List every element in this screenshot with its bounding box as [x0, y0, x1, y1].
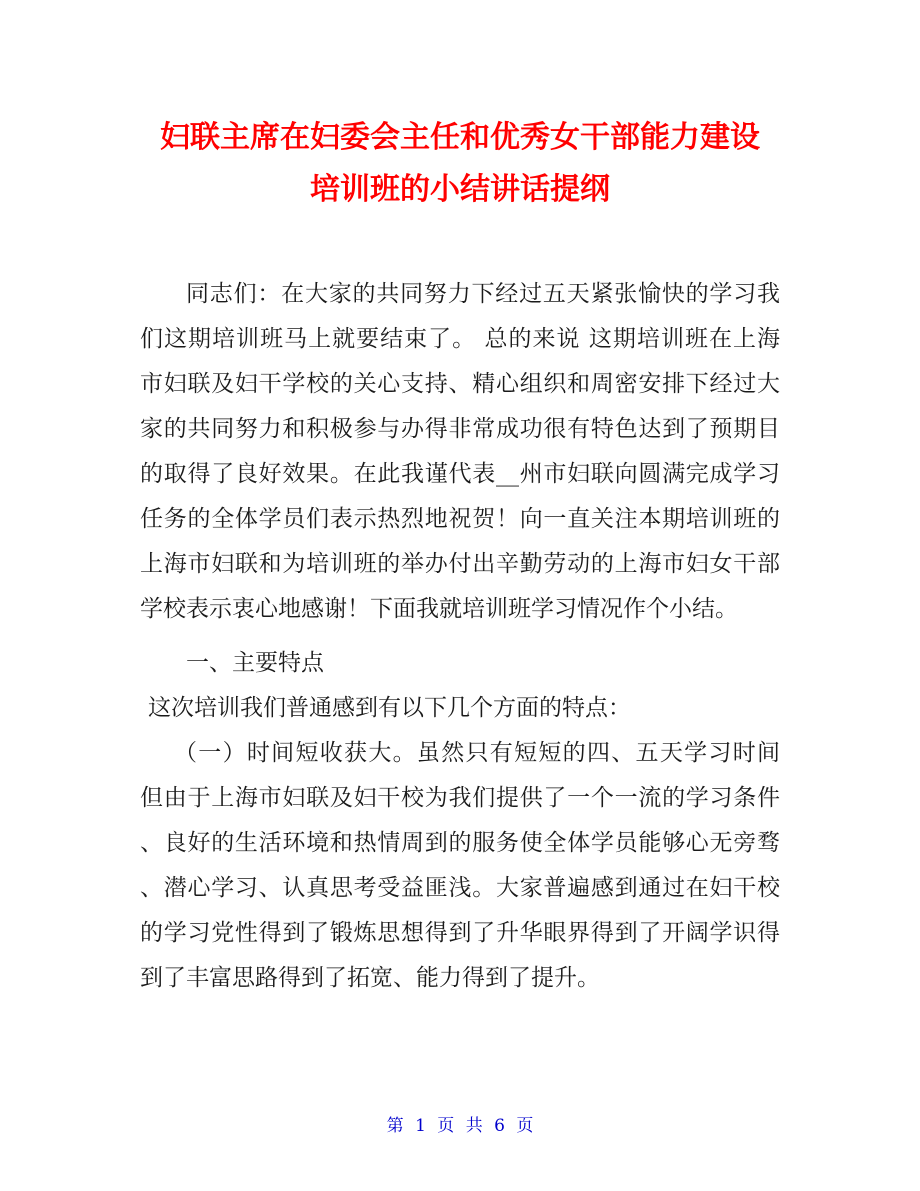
body-line: 上海市妇联和为培训班的举办付出辛勤劳动的上海市妇女干部	[140, 551, 780, 577]
body-line: 的学习党性得到了锻炼思想得到了升华眼界得到了开阔学识得	[140, 920, 780, 946]
section-heading: 一、主要特点	[186, 650, 324, 676]
body-line: 市妇联及妇干学校的关心支持、精心组织和周密安排下经过大	[140, 371, 780, 397]
body-line: （一）时间短收获大。虽然只有短短的四、五天学习时间	[174, 740, 780, 766]
body-line: 但由于上海市妇联及妇干校为我们提供了一个一流的学习条件	[140, 785, 780, 811]
body-line: 的取得了良好效果。在此我谨代表__州市妇联向圆满完成学习	[140, 461, 780, 487]
body-line: 任务的全体学员们表示热烈地祝贺！向一直关注本期培训班的	[140, 506, 780, 532]
body-line: 、潜心学习、认真思考受益匪浅。大家普遍感到通过在妇干校	[140, 875, 780, 901]
document-title-line-2: 培训班的小结讲话提纲	[310, 172, 610, 207]
body-line: 、良好的生活环境和热情周到的服务使全体学员能够心无旁骛	[140, 830, 780, 856]
body-line: 们这期培训班马上就要结束了。 总的来说 这期培训班在上海	[140, 326, 780, 352]
body-line: 到了丰富思路得到了拓宽、能力得到了提升。	[140, 965, 600, 991]
document-title-line-1: 妇联主席在妇委会主任和优秀女干部能力建设	[160, 120, 760, 155]
body-line: 家的共同努力和积极参与办得非常成功很有特色达到了预期目	[140, 416, 780, 442]
page-number-footer: 第 1 页 共 6 页	[386, 1116, 534, 1136]
body-line: 同志们：在大家的共同努力下经过五天紧张愉快的学习我	[186, 281, 780, 307]
body-line: 学校表示衷心地感谢！下面我就培训班学习情况作个小结。	[140, 596, 738, 622]
body-line: 这次培训我们普通感到有以下几个方面的特点：	[148, 695, 631, 721]
